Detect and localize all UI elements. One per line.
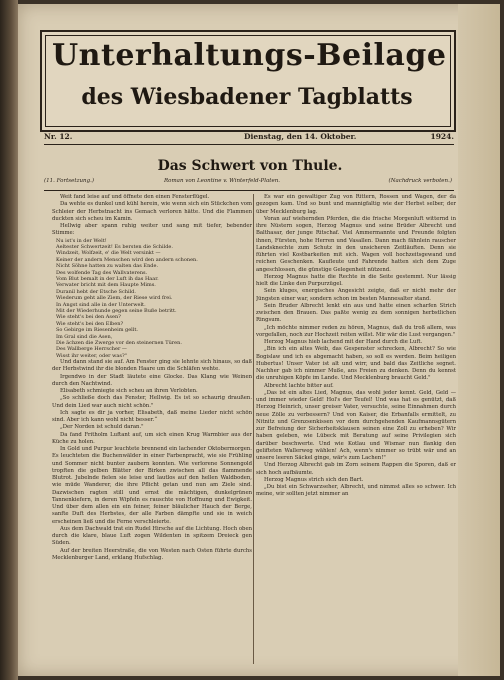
book-spine — [0, 0, 18, 680]
newspaper-page — [18, 4, 500, 676]
paragraph: Weit fand leise auf und öffnete den einen Fensterflügel. — [60, 194, 210, 200]
paragraph: Aus dem Dachwald trat ein Rudel Hirsche auf die Lichtung. Hoch oben durch die klare, blaue Luft zogen Wildenten in spitzem Dreieck gen Süden. — [52, 525, 252, 547]
paragraph: „So schließe doch das Fenster, Hellwig. Es ist so schaurig draußen. Und dein Lied war auch nicht schön." — [52, 395, 252, 409]
paragraph: Herzog Magnus hatte die Rechte in die Seite gestemmt. Nur lässig hielt die Linke den Purpurzügel. — [256, 273, 456, 287]
paragraph: Irgendwo in der Stadt läutete eine Glocke. Das Klang wie Weinen durch den Nachtwind. — [52, 373, 252, 387]
verse: Nu ist's in der Welt! Aeltester Schwertzeit! Es bersten die Schilde. Windzeit, Wolfzeit, e' die Welt versinkt — Keiner der andern Menschen wird den andern schonen. Nicht Söhne hatten zu walten das Ende. Des wolfende Tag des Wallvaterens. Vom Blut bemalt in der Luft ih das Haar. Verwater bricht mit dem Haupte Mims. Duranil hebt der Etsche Schild. Wiederum geht alle Ziem, der Riese wird frei. In Angst sind alle in der Unterwelt. Mit der Wiederhunde gegen seine Buße betritt. Wie steht's bei den Asen? Wie steht's bei den Elben? So Gebirge im Riesenheim gellt. Im Gral sind die Asen, Die ächzen die Zwerge vor den steinernen Türen. Des Wallberge Herrscher — Wisst ihr weiter, oder was?" — [56, 237, 198, 359]
reprint-notice: (Nachdruck verboten.) — [388, 178, 452, 184]
dateline — [44, 132, 454, 145]
paragraph: „Bin ich ein altes Weib, das Gespenster schrecken, Albrecht? So wie Bogislaw und ich es abgemacht haben, so soll es werden. Beim heiligen Hubertus! Unser Vater ist alt und wirr, und bald das Zeitliche segnet. Nachher gab ich nimmer Muße, ans Freien zu denken. Denn du kennst die unruhigen Köpfe im Lande. Und Mecklenburg braucht Geld." — [256, 346, 456, 382]
paragraph: Sein kluges, energisches Angesicht zeigte, daß er nicht mehr der Jüngsten einer war, sondern schon im besten Mannesalter stand. — [256, 288, 456, 302]
left-column — [52, 194, 252, 670]
paragraph: Es war ein gewaltiger Zug von Rittern, Rossen und Wagen, der da gezogen kam. Und so bunt und mannigfaltig wie der Herbst selber, der über Mecklenburg lag. — [256, 194, 456, 215]
paragraph: Sein Bruder Albrecht lenkt ein aus und hatte einen scharfen Strich zwischen den Brauen. Das paßte wenig zu dem sonnigen herbstlichen Ringsum. — [256, 302, 456, 324]
paragraph: Elisabeth schmiegte sich scheu an ihren Verlobten. — [60, 388, 198, 395]
paragraph: „Du bist ein Schwarzseher, Albrecht, und nimmst alles so schwer. Ich meine, wir sollten jetzt nimmer an — [256, 484, 456, 498]
article-title: Das Schwert von Thule. — [157, 158, 343, 174]
paragraph: Albrecht lachte bitter auf. — [264, 382, 334, 389]
paragraph: „Der Norden ist schuld daran." — [60, 424, 144, 431]
masthead-title: Unterhaltungs-Beilage — [52, 38, 447, 73]
page-edge — [458, 4, 500, 676]
article-subline — [44, 178, 456, 188]
paragraph: „Das ist ein altes Lied, Magnus, das wohl jeder kennt. Geld, Geld — und immer wieder Geld! Hol's der Teufel! Und was hat es genützt, daß Herzog Heinrich, unser greiser Vater, versuchte, seine Einnahmen durch neue Zölle zu verbessern? Und von Kaiser, die Erbanfalls ermittelt, zu Nitnitz und Grenzsenkissen vor dem durchgehenden Kaufmannsgütern zur Befreiung der Sicherheitsklausen seinen eine Zoll zu erheben? Wir haben geleben, wie Lübeck mit Beratung auf seine Privilegien sich darüber beschwerte. Und wie Kotlau und Wismar nun flankig den gelifteten Wallerweg wählen! Ach, wenn's nimmer so trübt wär und an unsere leeren Säckel ginge, wär's zum Lachen!" — [256, 389, 456, 461]
masthead-subtitle: des Wiesbadener Tagblatts — [81, 84, 413, 110]
masthead — [40, 30, 456, 132]
right-column — [256, 194, 456, 670]
paragraph: „Ich möchte nimmer reden zu hören, Magnus, daß du troß allem, was vorgefallen, noch zur Hochzeit reiten willst. Mir wär die Lust vergangen." — [256, 324, 456, 338]
issue-number: Nr. 12. — [44, 132, 73, 141]
column-divider — [253, 194, 254, 664]
paragraph: Und Herzog Albrecht gab im Zorn seinem Rappen die Sporen, daß er sich hoch aufbäumte. — [256, 462, 456, 476]
byline: Roman von Leontine v. Winterfeld-Platen. — [164, 178, 281, 184]
issue-date: Dienstag, den 14. Oktober. — [244, 132, 357, 141]
issue-year: 1924. — [430, 132, 454, 141]
paragraph: Da fand Fritholm Luftant auf, um sich einen Krug Warmbier aus der Küche zu holen. — [52, 431, 252, 445]
paragraph: In Gold und Purpur leuchtete brennend ein lachender Oktobermorgen. Es leuchteten die Buchenwälder in einer Farbenpracht, wie sie Frühling und Sommer nicht bunter zaubern konnten. Wie verlorene Sonnengold tropften die gelben Blätter der Birken zwischen all das flammende Blutrot. Jubelnde fielen sie leise und lautlos auf den hellen Waldboden, wie müde Wanderer, die ihre Pflicht getan und nun am Ziele sind. Dazwischen ragten still und ernst die mächtigen, dunkelgrünen Tannenkiefern, in deren Wipfeln es rauschte von Hoffnung und Ewigkeit. Und über dem allen ein ein feiner, feiner bläulicher Hauch der Berge, sanfte Duft des Herbstes, der alle Farben dämpfte und sie in weich erscheinen ließ und die Ferne verschleierte. — [52, 446, 252, 525]
paragraph: Herzog Magnus hieb lachend mit der Hand durch die Luft. — [264, 339, 423, 345]
header-rule — [44, 190, 454, 191]
paragraph: Auf der breiten Heerstraße, die von Westen nach Osten führte durchs Mecklenburger Land, erklang Hufschlag. — [52, 547, 252, 561]
paragraph: Voran auf wiehernden Pferden, die die frische Morgenluft witternd in ihre Nüstern sogen, Herzog Magnus und seine Brüder Albrecht und Balthasar, der junge Ritschaf. Viel Ammermannte und Freunde folgten ihnen, Fürsten, hohe Herren und Vasallen. Dann mach fähnlein rauscher Landsknechte zum Schutz in den unsicheren Zeitläuften. Denn sie führten viel Kostbarkeiten mit sich. Wagen voll hochzeitsgewand und reichen Geschenken. Kaufleute und Fahrende hatten sich dem Zuge angeschlossen, die günstige Gelegenheit nützend. — [256, 215, 456, 273]
paragraph: Und dann stand sie auf. Am Fenster ging sie lehnte sich hinaus, so daß der Herbstwind ihr die blonden Haare um die Schläfen wehte. — [52, 359, 252, 373]
paragraph: Herzog Magnus strich sich den Bart. — [264, 476, 364, 483]
paragraph: Ich sagte es dir ja vorher, Elisabeth, daß meine Lieder nicht schön sind. Aber ich kann wohl nicht besser.“ — [52, 409, 252, 424]
paragraph: Da wehte es dunkel und kühl herein, wie wenn sich ein Stückchen vom Schleier der Herbstnacht ins Gemach verloren hätte. Und die Flammen duckten sich scheu im Kamin. — [52, 201, 252, 222]
continuation-label: (11. Fortsetzung.) — [44, 178, 94, 184]
paragraph: Hellwig aber spann ruhig weiter und sang mit tiefer, bebender Stimme: — [52, 223, 252, 237]
